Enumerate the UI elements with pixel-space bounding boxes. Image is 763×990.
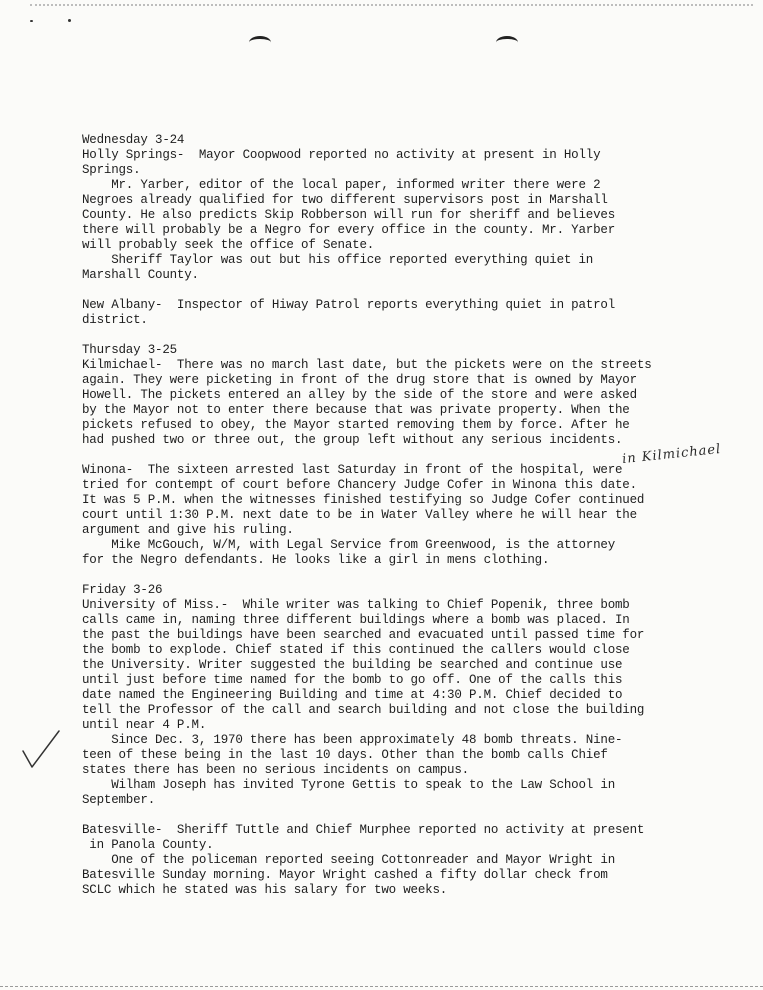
text-line: Thursday 3-25 [82,343,177,357]
text-line: until near 4 P.M. [82,718,207,732]
text-line: Wednesday 3-24 [82,133,185,147]
text-line: tried for contempt of court before Chancery Judge Cofer in Winona this date. [82,478,637,492]
text-line: will probably seek the office of Senate. [82,238,375,252]
text-line: there will probably be a Negro for every office in the county. Mr. Yarber [82,223,615,237]
text-line: Winona- The sixteen arrested last Saturday in front of the hospital, were [82,463,623,477]
text-line: teen of these being in the last 10 days. Other than the bomb calls Chief [82,748,608,762]
text-line: district. [82,313,148,327]
text-line: Springs. [82,163,141,177]
text-line: Wilham Joseph has invited Tyrone Gettis to speak to the Law School in [82,778,615,792]
punch-mark-left [249,36,271,49]
text-line: Kilmichael- There was no march last date, but the pickets were on the streets [82,358,652,372]
text-line: calls came in, naming three different buildings where a bomb was placed. In [82,613,630,627]
text-line: pickets refused to obey, the Mayor started removing them by force. After he [82,418,630,432]
text-line: court until 1:30 P.M. next date to be in Water Valley where he will hear the [82,508,637,522]
text-line: Batesville Sunday morning. Mayor Wright cashed a fifty dollar check from [82,868,608,882]
checkmark-icon [20,728,62,770]
text-line: in Panola County. [82,838,214,852]
text-line: the University. Writer suggested the building be searched and continue use [82,658,623,672]
text-line: the bomb to explode. Chief stated if this continued the callers would close [82,643,630,657]
text-line: tell the Professor of the call and search building and not close the building [82,703,645,717]
text-line: SCLC which he stated was his salary for two weeks. [82,883,448,897]
document-body [82,133,682,898]
text-line: had pushed two or three out, the group left without any serious incidents. [82,433,623,447]
text-line: University of Miss.- While writer was talking to Chief Popenik, three bomb [82,598,630,612]
text-line: Since Dec. 3, 1970 there has been approximately 48 bomb threats. Nine- [82,733,623,747]
blank-line [82,568,682,583]
text-line: Holly Springs- Mayor Coopwood reported no activity at present in Holly [82,148,601,162]
text-line: Negroes already qualified for two different supervisors post in Marshall [82,193,608,207]
text-line: by the Mayor not to enter there because that was private property. When the [82,403,630,417]
text-line: the past the buildings have been searched and evacuated until passed time for [82,628,645,642]
text-line: It was 5 P.M. when the witnesses finished testifying so Judge Cofer continued [82,493,645,507]
top-edge-dots [30,4,753,6]
text-line: Mike McGouch, W/M, with Legal Service from Greenwood, is the attorney [82,538,615,552]
text-line: September. [82,793,156,807]
speck-mark [68,19,71,22]
text-line: states there has been no serious incidents on campus. [82,763,469,777]
text-line: Sheriff Taylor was out but his office reported everything quiet in [82,253,594,267]
text-line: again. They were picketing in front of the drug store that is owned by Mayor [82,373,637,387]
text-line: Batesville- Sheriff Tuttle and Chief Murphee reported no activity at present [82,823,645,837]
text-line: for the Negro defendants. He looks like a girl in mens clothing. [82,553,550,567]
punch-mark-right [496,36,518,49]
text-line: One of the policeman reported seeing Cottonreader and Mayor Wright in [82,853,615,867]
text-line: Marshall County. [82,268,199,282]
blank-line [82,283,682,298]
bottom-edge-line [0,986,763,987]
text-line: until just before time named for the bomb to go off. One of the calls this [82,673,623,687]
blank-line [82,328,682,343]
blank-line [82,808,682,823]
blank-line [82,448,682,463]
text-line: County. He also predicts Skip Robberson will run for sheriff and believes [82,208,615,222]
speck-mark [30,20,33,22]
text-line: Howell. The pickets entered an alley by the side of the store and were asked [82,388,637,402]
text-line: date named the Engineering Building and time at 4:30 P.M. Chief decided to [82,688,623,702]
text-line: argument and give his ruling. [82,523,294,537]
text-line: New Albany- Inspector of Hiway Patrol reports everything quiet in patrol [82,298,615,312]
text-line: Friday 3-26 [82,583,163,597]
handwritten-note: in Kilmichael [621,441,722,468]
text-line: Mr. Yarber, editor of the local paper, informed writer there were 2 [82,178,601,192]
